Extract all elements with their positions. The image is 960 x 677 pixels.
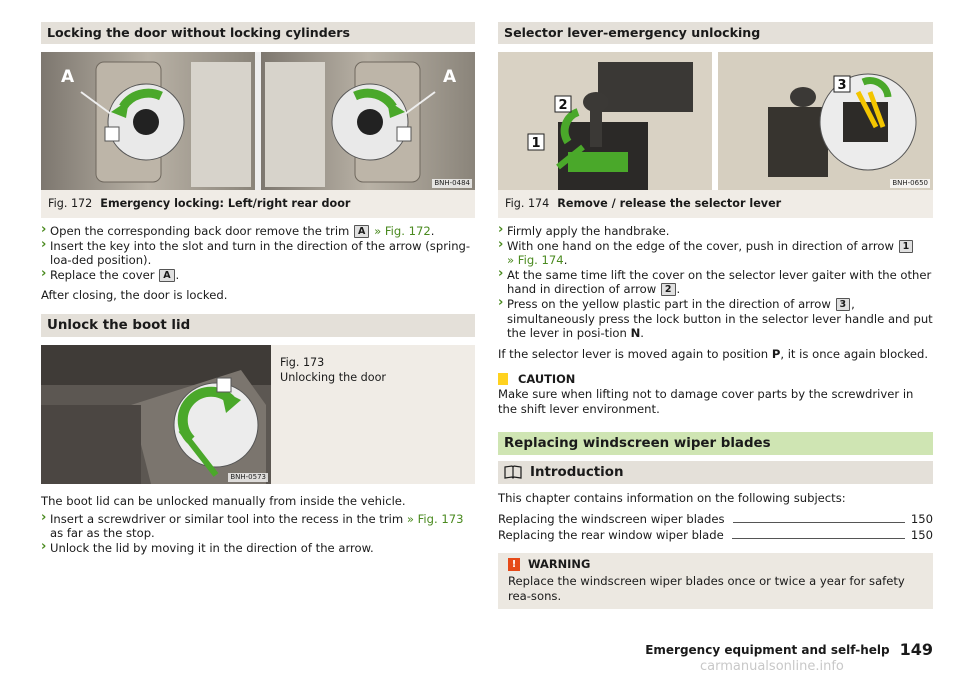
step — [498, 239, 933, 268]
introduction-label: Introduction — [530, 464, 624, 480]
figure-code: BNH-0650 — [892, 179, 928, 187]
step — [41, 268, 475, 283]
step — [498, 268, 933, 297]
label-3: 3 — [837, 78, 847, 93]
figure-172-caption — [41, 190, 475, 218]
caution-icon — [498, 373, 508, 385]
figure-173-image — [41, 345, 271, 484]
section-title-introduction — [498, 461, 933, 484]
figure-173 — [41, 345, 475, 484]
door-lock-illustration — [41, 52, 475, 190]
step-text: With one hand on the edge of the cover, push in direction of arrow — [507, 238, 894, 253]
label-a-right: A — [443, 67, 457, 87]
toc-label: Replacing the rear window wiper blade — [498, 528, 724, 543]
figure-code: BNH-0573 — [230, 472, 266, 481]
step — [41, 512, 475, 541]
note-text: If the selector lever is moved again to position — [498, 346, 769, 361]
section-title-selector-lever: Selector lever-emergency unlocking — [498, 22, 933, 44]
locking-note: After closing, the door is locked. — [41, 288, 228, 303]
page-number: 149 — [899, 640, 933, 659]
section-title-locking-door: Locking the door without locking cylinders — [41, 22, 475, 44]
figure-173-caption — [280, 356, 386, 385]
key-1: 1 — [899, 240, 914, 253]
step-text: , simultaneously press the lock button in the selector lever handle and put the lever in posi-tion — [507, 296, 933, 341]
fig-173-link[interactable]: » Fig. 173 — [406, 511, 464, 526]
toc-label: Replacing the windscreen wiper blades — [498, 512, 725, 527]
right-column — [498, 22, 933, 609]
selector-lever-illustration — [498, 52, 933, 190]
figure-number: Fig. 174 — [505, 197, 550, 210]
warning-header — [508, 556, 923, 572]
caution-box — [498, 371, 933, 416]
fig-174-link[interactable]: » Fig. 174 — [507, 253, 564, 268]
key-a: A — [354, 225, 369, 238]
footer-title: Emergency equipment and self-help — [645, 643, 890, 657]
introduction-text: This chapter contains information on the following subjects: — [498, 490, 846, 505]
toc-page: 150 — [910, 512, 933, 527]
step-text: Press on the yellow plastic part in the direction of arrow — [507, 296, 831, 311]
note-text: , it is once again blocked. — [780, 346, 929, 361]
warning-icon: ! — [508, 558, 520, 571]
figure-title: Remove / release the selector lever — [557, 197, 782, 210]
label-2: 2 — [558, 98, 568, 113]
key-2: 2 — [661, 283, 676, 296]
step: › Insert the key into the slot and turn in the direction of the arrow (spring-loa-ded position). — [41, 239, 475, 268]
step: › Unlock the lid by moving it in the direction of the arrow. — [41, 541, 475, 556]
toc-leader — [733, 522, 905, 523]
position-n: N — [630, 326, 641, 341]
warning-box — [498, 553, 933, 609]
caution-text: Make sure when lifting not to damage cover parts by the screwdriver in the shift lever environment. — [498, 387, 914, 416]
left-column — [41, 22, 475, 555]
boot-lid-illustration — [41, 345, 271, 484]
step-end: . — [430, 224, 435, 238]
caution-label: CAUTION — [518, 372, 576, 387]
step: › Firmly apply the handbrake. — [498, 224, 933, 239]
figure-174 — [498, 52, 933, 218]
page-footer — [645, 640, 933, 659]
warning-text: Replace the windscreen wiper blades once or twice a year for safety rea-sons. — [508, 574, 905, 603]
boot-intro: The boot lid can be unlocked manually from inside the vehicle. — [41, 493, 406, 508]
figure-number: Fig. 173 — [280, 355, 325, 369]
step-end: . — [640, 326, 644, 341]
key-a: A — [159, 269, 174, 282]
figure-title: Emergency locking: Left/right rear door — [100, 197, 351, 210]
selector-steps — [498, 224, 933, 341]
book-icon — [504, 465, 522, 479]
figure-code: BNH-0484 — [434, 179, 470, 187]
key-3: 3 — [836, 298, 851, 311]
section-title-wiper-blades: Replacing windscreen wiper blades — [498, 432, 933, 455]
position-p: P — [771, 346, 781, 361]
figure-number: Fig. 172 — [48, 197, 93, 210]
step-text: Open the corresponding back door remove the trim — [50, 224, 350, 238]
toc-row[interactable] — [498, 528, 933, 544]
figure-title: Unlocking the door — [280, 370, 387, 384]
selector-note — [498, 347, 933, 362]
section-title-boot-lid: Unlock the boot lid — [41, 314, 475, 337]
figure-174-caption — [498, 190, 933, 218]
step-text: as far as the stop. — [50, 526, 155, 541]
warning-label: WARNING — [528, 556, 591, 571]
step — [498, 297, 933, 341]
step-text: Insert a screwdriver or similar tool into the recess in the trim — [50, 511, 404, 526]
toc-page: 150 — [910, 528, 933, 543]
caution-header — [498, 371, 933, 387]
label-1: 1 — [531, 136, 541, 151]
boot-steps — [41, 512, 475, 556]
step-end: . — [563, 253, 568, 268]
step-end: . — [175, 267, 180, 282]
figure-172 — [41, 52, 475, 218]
figure-174-image — [498, 52, 933, 190]
toc-leader — [732, 538, 905, 539]
watermark: carmanualsonline.info — [700, 659, 844, 674]
toc-list — [498, 512, 933, 544]
step-text: At the same time lift the cover on the selector lever gaiter with the other hand in direction of arrow — [507, 267, 932, 297]
step — [41, 224, 475, 239]
step-text: Replace the cover — [50, 267, 155, 282]
fig-172-link[interactable]: » Fig. 172 — [374, 224, 431, 238]
figure-172-image — [41, 52, 475, 190]
toc-row[interactable] — [498, 512, 933, 528]
locking-steps — [41, 224, 475, 282]
step-end: . — [676, 282, 681, 297]
label-a-left: A — [61, 67, 75, 87]
